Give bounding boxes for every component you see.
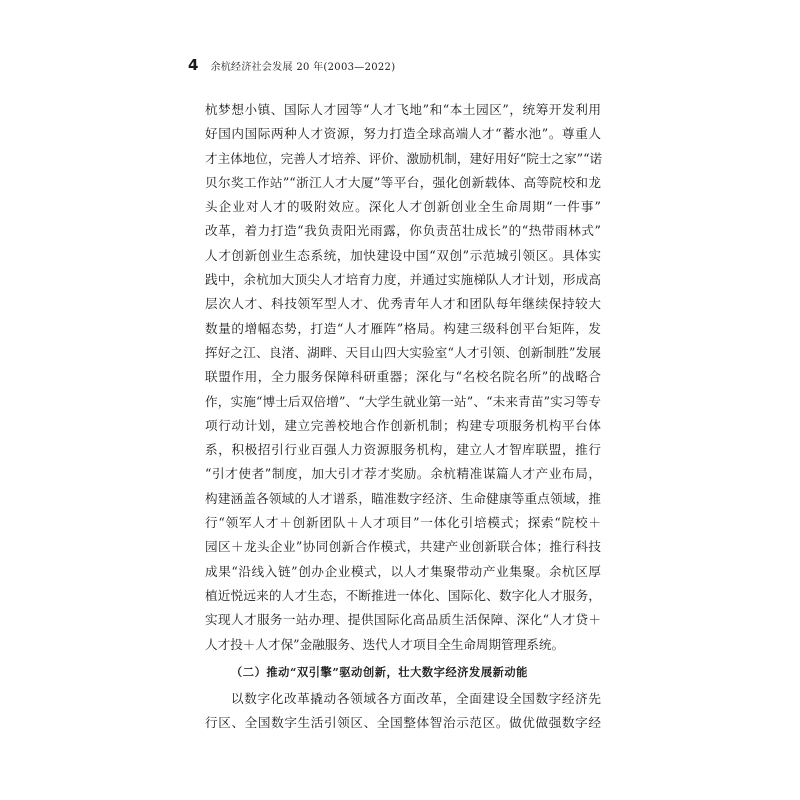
text-line: 头企业对人才的吸附效应。深化人才创新创业全生命周期“一件事” bbox=[205, 199, 601, 215]
text-line: 层次人才、科技领军型人才、优秀青年人才和团队每年继续保持较大 bbox=[205, 296, 601, 312]
page-number: 4 bbox=[188, 56, 199, 74]
text-line: 植近悦远来的人才生态，不断推进一体化、国际化、数字化人才服务， bbox=[205, 587, 601, 603]
text-line: 联盟作用，全力服务保障科研重器；深化与“名校名院名所”的战略合 bbox=[205, 369, 601, 385]
paragraph bbox=[205, 687, 601, 736]
text-line: 好国内国际两种人才资源，努力打造全球高端人才“蓄水池”。尊重人 bbox=[205, 126, 601, 142]
running-head: 余杭经济社会发展 20 年(2003—2022) bbox=[210, 62, 396, 73]
text-line: 人才创新创业生态系统，加快建设中国“双创”示范城引领区。具体实 bbox=[205, 247, 601, 263]
paragraph bbox=[205, 98, 601, 657]
text-line: 才主体地位，完善人才培养、评价、激励机制，建好用好“院士之家”“诺 bbox=[205, 150, 603, 166]
text-line: 行区、全国数字生活引领区、全国整体智治示范区。做优做强数字经 bbox=[205, 715, 601, 731]
text-line: 园区＋龙头企业”协同创新合作模式，共建产业创新联合体；推行科技 bbox=[205, 539, 601, 555]
text-line: 项行动计划，建立完善校地合作创新机制；构建专项服务机构平台体 bbox=[205, 417, 601, 433]
text-line: 实现人才服务一站办理、提供国际化高品质生活保障、深化“人才贷＋ bbox=[205, 612, 601, 628]
page-header bbox=[188, 56, 395, 74]
section-heading: （二）推动“双引擎”驱动创新，壮大数字经济发展新动能 bbox=[231, 664, 528, 679]
text-line: 挥好之江、良渚、湖畔、天目山四大实验室“人才引领、创新制胜”发展 bbox=[205, 344, 601, 360]
text-line: 数量的增幅态势，打造“人才雁阵”格局。构建三级科创平台矩阵，发 bbox=[205, 320, 601, 336]
text-line: “引才使者”制度，加大引才荐才奖励。余杭精准谋篇人才产业布局， bbox=[205, 466, 601, 482]
text-line: 行“领军人才＋创新团队＋人才项目”一体化引培模式；探索“院校＋ bbox=[205, 515, 601, 531]
text-line: 杭梦想小镇、国际人才园等“人才飞地”和“本土园区”，统筹开发利用 bbox=[205, 102, 601, 117]
text-line: 构建涵盖各领域的人才谱系，瞄准数字经济、生命健康等重点领域，推 bbox=[205, 490, 601, 506]
text-line: 系，积极招引行业百强人力资源服务机构，建立人才智库联盟，推行 bbox=[205, 442, 601, 458]
text-line: 贝尔奖工作站”“浙江人才大厦”等平台，强化创新载体、高等院校和龙 bbox=[205, 174, 601, 190]
text-line: 作，实施“博士后双倍增”、“大学生就业第一站”、“未来青苗”实习等专 bbox=[205, 393, 601, 409]
text-line: 践中，余杭加大顶尖人才培育力度，并通过实施梯队人才计划，形成高 bbox=[205, 272, 601, 288]
text-line: 成果“沿线入链”创办企业模式，以人才集聚带动产业集聚。余杭区厚 bbox=[205, 563, 601, 579]
text-line: 改革，着力打造“我负责阳光雨露，你负责茁壮成长”的“热带雨林式” bbox=[205, 223, 601, 239]
text-line: 人才投＋人才保”金融服务、迭代人才项目全生命周期管理系统。 bbox=[205, 636, 565, 652]
body-text bbox=[205, 98, 601, 735]
text-line: 以数字化改革撬动各领域各方面改革，全面建设全国数字经济先 bbox=[231, 690, 601, 706]
